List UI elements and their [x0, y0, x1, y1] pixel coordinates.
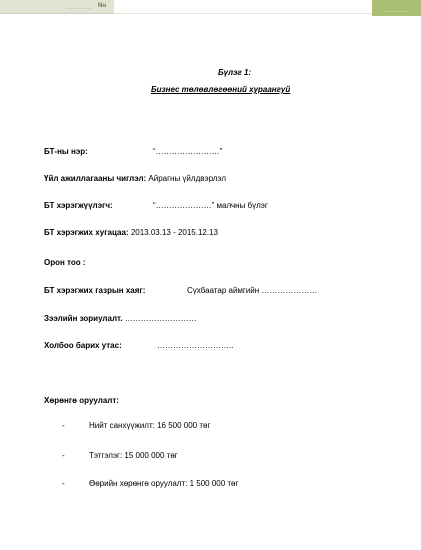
appendix-label: Бүлэг 1: — [218, 68, 252, 77]
bullet-dash: - — [62, 451, 65, 460]
project-name-value: “……………………” — [153, 147, 223, 156]
header-left-tag: Nu — [98, 3, 106, 9]
appendix-subtitle: Бизнес төлөвлөгөөний хураангуй — [151, 85, 291, 94]
activity-label: Үйл ажиллагааны чиглэл: — [44, 174, 147, 183]
phone-label: Холбоо барих утас: — [44, 341, 122, 350]
project-name-label: БТ-ны нэр: — [44, 147, 88, 156]
bullet-dash: - — [62, 421, 65, 430]
header-right-dots: …………… — [382, 8, 407, 14]
header-left-dots: …………… — [66, 5, 91, 11]
location-label: БТ хэрэгжих газрын хаяг: — [44, 286, 146, 295]
activity-row — [44, 174, 226, 184]
loan-purpose-label: Зээлийн зориулалт. — [44, 314, 123, 323]
phone-value: ……………………….. — [157, 341, 234, 350]
investment-item: Тэтгэлэг: 15 000 000 төг — [89, 451, 178, 460]
loan-purpose-value: ……………………… — [124, 314, 197, 323]
header-right-band — [372, 0, 421, 16]
investment-title: Хөрөнгө оруулалт: — [44, 396, 119, 405]
investment-item: Өөрийн хөрөнгө оруулалт: 1 500 000 төг — [89, 479, 239, 488]
investment-item: Нийт санхүүжилт: 16 500 000 төг — [89, 421, 211, 430]
staff-label: Орон тоо : — [44, 258, 86, 267]
location-value: Сүхбаатар аймгийн ………………… — [187, 286, 318, 295]
activity-value: Айрагны үйлдвэрлэл — [148, 174, 226, 183]
period-label: БТ хэрэгжих хугацаа: — [44, 228, 129, 237]
executor-value: “…………………” малчны бүлэг — [153, 201, 268, 210]
header-left-band — [0, 0, 114, 14]
header-divider — [114, 13, 372, 14]
executor-label: БТ хэрэгжүүлэгч: — [44, 201, 113, 210]
loan-purpose-row — [44, 314, 197, 324]
period-row — [44, 228, 218, 238]
bullet-dash: - — [62, 479, 65, 488]
period-value: 2013.03.13 - 2015.12.13 — [130, 228, 218, 237]
